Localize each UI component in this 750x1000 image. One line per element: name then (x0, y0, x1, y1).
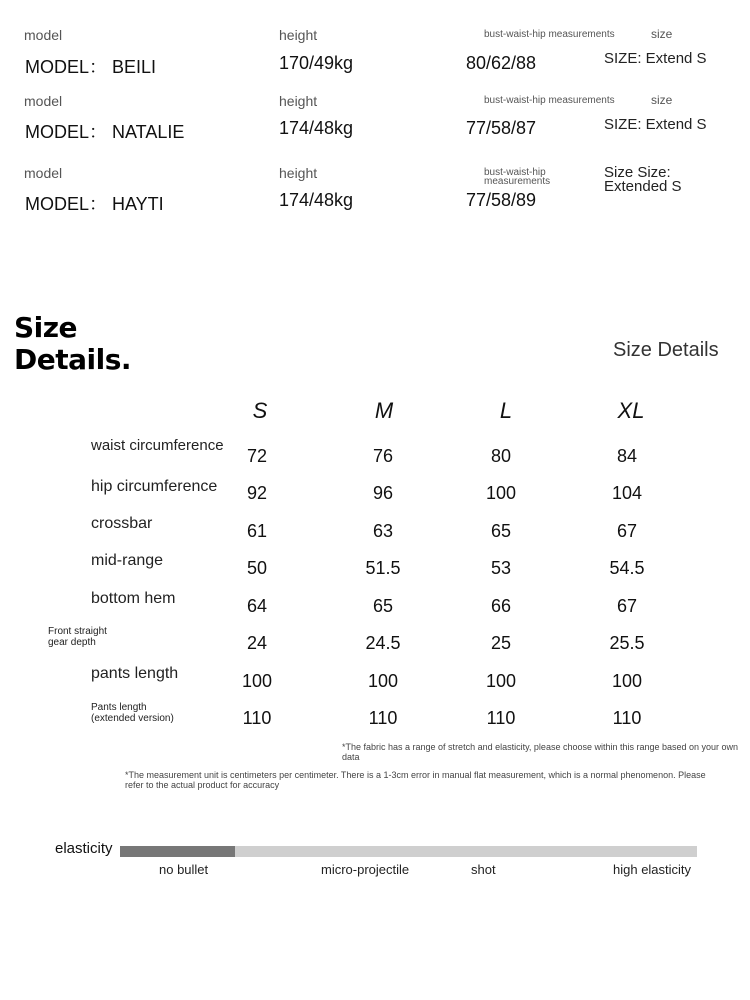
model-name: MODEL： HAYTI (25, 194, 164, 214)
size-label: size (651, 93, 673, 107)
height-label: height (279, 165, 318, 181)
table-cell: 110 (612, 708, 642, 728)
table-cell: 54.5 (609, 558, 645, 578)
model-name: MODEL： NATALIE (25, 122, 185, 142)
size-label: size (651, 27, 673, 41)
model-label: model (24, 27, 63, 43)
model-bwh: 80/62/88 (466, 53, 537, 73)
table-cell: 104 (611, 483, 643, 503)
model-size: SIZE: Extend S (604, 50, 707, 67)
table-cell: 25 (490, 633, 512, 653)
elasticity-level-fill (120, 846, 235, 857)
table-cell: 53 (490, 558, 512, 578)
model-height: 170/49kg (279, 53, 354, 73)
table-cell: 110 (486, 708, 516, 728)
table-cell: 61 (246, 521, 268, 541)
row-label: pants length (91, 665, 179, 682)
table-cell: 110 (242, 708, 272, 728)
size-details-title: Size Details. (14, 311, 132, 376)
measurement-note: *The measurement unit is centimeters per centimeter. There is a 1-3cm error in manual flat measurement, which is a normal phenomenon. Please refer to the actual product for accuracy (125, 770, 706, 790)
table-cell: 100 (485, 671, 517, 691)
table-cell: 96 (372, 483, 394, 503)
model-bwh: 77/58/87 (466, 118, 537, 138)
row-label: Pants length (extended version) (91, 702, 174, 724)
row-label: hip circumference (91, 478, 218, 495)
row-label: waist circumference (91, 437, 224, 454)
table-cell: 64 (246, 596, 268, 616)
table-cell: 65 (490, 521, 512, 541)
height-label: height (279, 27, 318, 43)
table-cell: 110 (368, 708, 398, 728)
table-cell: 72 (246, 446, 268, 466)
bwh-label: bust-waist-hip measurements (484, 167, 551, 187)
model-label: model (24, 165, 63, 181)
model-height: 174/48kg (279, 190, 354, 210)
elasticity-scale-label: no bullet (159, 862, 209, 877)
table-cell: 80 (490, 446, 512, 466)
model-label: model (24, 93, 63, 109)
elasticity-scale-label: high elasticity (613, 862, 692, 877)
model-height: 174/48kg (279, 118, 354, 138)
table-cell: 51.5 (365, 558, 401, 578)
table-cell: 100 (485, 483, 517, 503)
column-header-l: L (499, 398, 513, 423)
table-cell: 67 (616, 521, 638, 541)
model-size: SIZE: Extend S (604, 116, 707, 133)
table-cell: 50 (246, 558, 268, 578)
table-cell: 76 (372, 446, 394, 466)
model-bwh: 77/58/89 (466, 190, 537, 210)
elasticity-track (120, 846, 697, 857)
model-name: MODEL： BEILI (25, 57, 157, 77)
row-label: Front straight gear depth (48, 626, 107, 648)
column-header-xl: XL (617, 398, 645, 423)
table-cell: 100 (611, 671, 643, 691)
row-label: bottom hem (91, 590, 176, 607)
column-header-m: M (374, 398, 394, 423)
elasticity-scale-label: shot (471, 862, 496, 877)
stretch-note: *The fabric has a range of stretch and elasticity, please choose within this range based on your own data (342, 742, 739, 762)
table-cell: 92 (246, 483, 268, 503)
table-cell: 66 (490, 596, 512, 616)
table-cell: 24 (246, 633, 268, 653)
row-label: mid-range (91, 552, 164, 569)
height-label: height (279, 93, 318, 109)
table-cell: 100 (241, 671, 273, 691)
column-header-s: S (252, 398, 268, 423)
row-label: crossbar (91, 515, 153, 532)
elasticity-scale-label: micro-projectile (321, 862, 410, 877)
table-cell: 65 (372, 596, 394, 616)
bwh-label: bust-waist-hip measurements (484, 95, 615, 106)
table-cell: 100 (367, 671, 399, 691)
table-cell: 25.5 (609, 633, 645, 653)
model-size: Size Size: Extended S (604, 164, 682, 195)
size-details-subtitle: Size Details (613, 339, 719, 361)
table-cell: 24.5 (365, 633, 401, 653)
table-cell: 84 (616, 446, 638, 466)
bwh-label: bust-waist-hip measurements (484, 29, 615, 40)
elasticity-label: elasticity (55, 840, 113, 857)
table-cell: 67 (616, 596, 638, 616)
table-cell: 63 (372, 521, 394, 541)
